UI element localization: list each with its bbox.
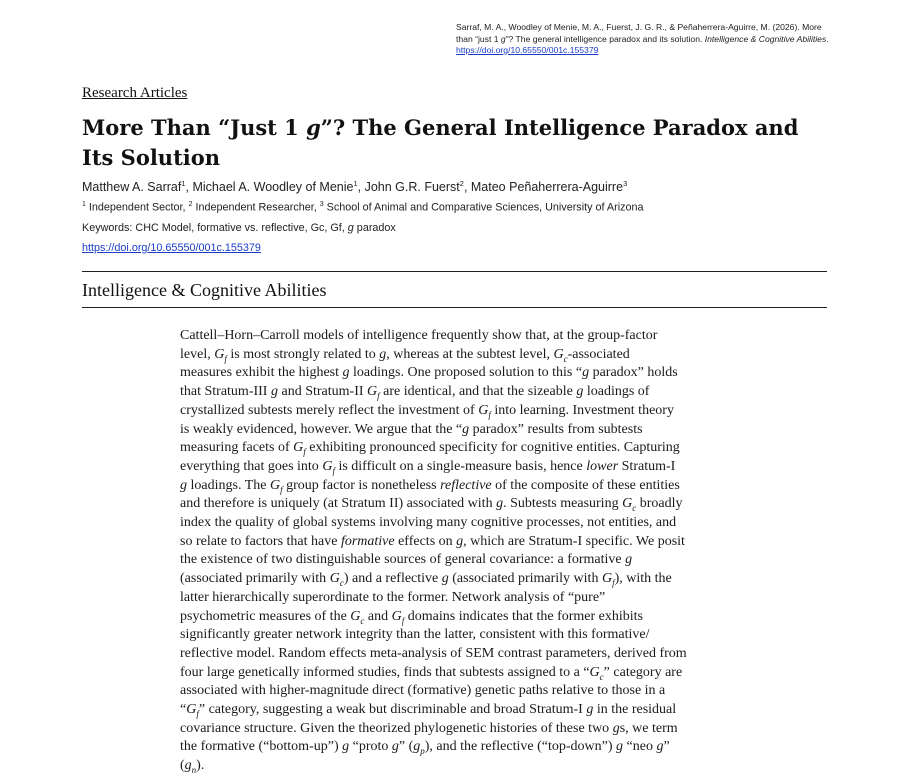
citation-doi-link[interactable]: https://doi.org/10.65550/001c.155379: [456, 45, 599, 55]
abstract-run: measuring facets of: [180, 440, 294, 456]
abstract-run: g: [462, 421, 470, 437]
abstract-run: G: [391, 608, 402, 624]
abstract-run: paradox” results from subtests: [469, 421, 643, 437]
affiliations: [82, 201, 644, 214]
abstract-run: reflective: [440, 477, 492, 493]
abstract-run: g: [391, 739, 399, 755]
author-affil-num: 1: [181, 179, 186, 188]
abstract-run: , which are Stratum-I specific. We posit: [463, 533, 685, 549]
abstract-run: measures exhibit the highest: [180, 365, 343, 381]
abstract-line: [180, 533, 740, 552]
abstract-run: exhibiting pronounced specificity for cognitive entities. Capturing: [305, 440, 680, 456]
abstract-run: g: [413, 739, 421, 755]
abstract-run: f: [303, 447, 306, 458]
abstract-line: [180, 738, 740, 757]
abstract-run: g: [582, 365, 590, 381]
author-affil-num: 3: [623, 179, 628, 188]
abstract-run: f: [280, 484, 283, 495]
abstract-run: f: [332, 465, 335, 476]
abstract-run: lower: [586, 458, 619, 474]
citation-journal: Intelligence & Cognitive Abilities: [704, 33, 827, 44]
divider-top: [82, 271, 827, 272]
abstract-run: s, we term: [619, 720, 678, 736]
affil-text: Independent Researcher,: [195, 201, 320, 214]
author-name: Mateo Peñaherrera-Aguirre: [470, 180, 624, 195]
abstract-run: f: [196, 708, 199, 719]
affil-num: 2: [188, 201, 193, 208]
abstract-line: [180, 551, 740, 570]
abstract-run: . Subtests measuring: [503, 496, 623, 512]
author-affil-num: 2: [459, 179, 464, 188]
doi-link[interactable]: https://doi.org/10.65550/001c.155379: [82, 242, 261, 254]
abstract-run: level,: [180, 346, 215, 362]
affil-text: Independent Sector,: [88, 201, 189, 214]
abstract-run: (: [180, 758, 185, 774]
abstract-run: reflective model. Random effects meta-analysis of SEM contrast parameters, derived from: [180, 645, 687, 661]
abstract-line: [180, 664, 740, 683]
abstract-line: [180, 421, 740, 440]
abstract-run: the formative (“bottom-up”): [180, 739, 343, 755]
author-name: Matthew A. Sarraf: [82, 180, 182, 195]
abstract-run: the existence of two distinguishable sources of general covariance: a formative: [180, 552, 626, 568]
abstract-run: ).: [196, 758, 205, 774]
title-part-1: More Than “Just 1: [82, 115, 307, 140]
abstract-run: g: [379, 346, 387, 362]
affil-num: 1: [82, 201, 86, 208]
abstract-run: -associated: [567, 346, 630, 362]
abstract-run: G: [186, 702, 197, 718]
abstract-run: into learning. Investment theory: [490, 402, 674, 418]
abstract-run: g: [180, 477, 187, 493]
section-label[interactable]: Research Articles: [82, 85, 188, 101]
abstract-run: in the residual: [593, 702, 677, 718]
abstract-run: g: [342, 365, 350, 381]
author-list: Matthew A. Sarraf$^1$, Michael A. Woodley of Menie$^1$, John G.R. Fuerst$^2$, Mateo Peñaherrera-Aguirre$^3$: [82, 179, 628, 195]
keywords-g: g: [347, 222, 354, 234]
abstract-run: ” category, suggesting a weak but discriminable and broad Stratum-I: [198, 702, 587, 718]
abstract-run: four large genetically informed studies, finds that subtests assigned to a “: [180, 664, 590, 680]
abstract-line: [180, 514, 740, 533]
abstract-run: G: [214, 346, 225, 362]
abstract-run: is weakly evidenced, however. We argue that the “: [180, 421, 463, 437]
abstract-run: of the composite of these entities: [491, 477, 680, 493]
citation-block: [456, 22, 836, 57]
abstract-run: g: [586, 702, 594, 718]
abstract-line: [180, 495, 740, 514]
article-title: [82, 113, 822, 173]
abstract-run: and Stratum-II: [277, 384, 368, 400]
abstract-run: paradox” holds: [589, 365, 678, 381]
keywords-tail: paradox: [353, 222, 396, 234]
abstract-run: Cattell–Horn–Carroll models of intelligence frequently show that, at the group-factor: [180, 328, 658, 343]
abstract-run: Stratum-I: [618, 458, 676, 474]
abstract-run: c: [599, 671, 604, 682]
author-name: John G.R. Fuerst: [364, 180, 460, 195]
abstract-run: f: [401, 615, 405, 626]
abstract-line: [180, 608, 740, 627]
abstract-run: ) and a reflective: [343, 571, 442, 587]
title-part-2: ”? The General Intelligence Paradox and Its Solution: [82, 115, 799, 170]
abstract-run: f: [377, 390, 380, 401]
affil-num: 3: [319, 201, 324, 208]
title-g: g: [306, 115, 321, 140]
abstract-run: f: [224, 353, 227, 364]
abstract-run: f: [488, 409, 491, 420]
abstract-run: g: [441, 571, 449, 587]
abstract-run: ”: [663, 739, 670, 755]
abstract-run: , whereas at the subtest level,: [386, 346, 554, 362]
abstract-run: G: [601, 571, 613, 587]
abstract-run: covariance structure. Given the theorized phylogenetic histories of these two: [180, 720, 613, 736]
abstract-run: that Stratum-III: [180, 384, 271, 400]
abstract-run: G: [553, 346, 564, 362]
abstract-run: c: [563, 353, 568, 364]
abstract-line: [180, 645, 740, 664]
abstract: [180, 327, 740, 776]
abstract-line: [180, 757, 740, 776]
abstract-run: g: [576, 384, 584, 400]
author-name: Michael A. Woodley of Menie: [192, 180, 354, 195]
abstract-run: g: [184, 758, 192, 774]
abstract-line: [180, 458, 740, 477]
abstract-run: G: [589, 664, 600, 680]
abstract-line: [180, 402, 740, 421]
abstract-run: everything that goes into: [180, 458, 323, 474]
citation-text-3: .: [826, 33, 829, 44]
abstract-run: effects on: [394, 533, 457, 549]
abstract-run: g: [342, 739, 350, 755]
abstract-line: [180, 383, 740, 402]
citation-g: g: [500, 33, 506, 44]
abstract-line: [180, 439, 740, 458]
abstract-run: g: [496, 496, 504, 512]
abstract-run: g: [656, 739, 664, 755]
abstract-run: loadings. One proposed solution to this “: [349, 365, 583, 381]
abstract-run: n: [191, 764, 197, 775]
abstract-run: f: [612, 577, 615, 588]
abstract-run: (associated primarily with: [448, 571, 602, 587]
abstract-run: p: [420, 746, 425, 757]
abstract-run: formative: [340, 533, 395, 549]
abstract-run: (associated primarily with: [180, 571, 330, 587]
abstract-run: significantly greater network integrity than the latter, consistent with this formative/: [180, 627, 650, 643]
abstract-run: ” (: [398, 739, 414, 755]
keywords-text: Keywords: CHC Model, formative vs. reflective, Gc, Gf,: [82, 222, 348, 234]
abstract-run: g: [625, 552, 633, 568]
abstract-run: G: [350, 608, 361, 624]
abstract-run: g: [616, 739, 624, 755]
abstract-run: ), and the reflective (“top-down”): [424, 739, 617, 755]
abstract-line: [180, 327, 740, 346]
author-affil-num: 1: [353, 179, 358, 188]
abstract-run: and therefore is uniquely (at Stratum II) associated with: [180, 496, 497, 512]
affil-text: School of Animal and Comparative Sciences, University of Arizona: [326, 201, 644, 214]
abstract-line: [180, 346, 740, 365]
abstract-run: G: [293, 440, 304, 456]
abstract-run: loadings of: [583, 384, 650, 400]
abstract-line: [180, 626, 740, 645]
abstract-run: G: [269, 477, 281, 493]
citation-text: Sarraf, M. A., Woodley of Menie, M. A., Fuerst, J. G. R., & Peñaherrera-Aguirre, M. (2026). More than “just 1: [456, 22, 822, 44]
abstract-run: g: [456, 533, 464, 549]
abstract-line: [180, 720, 740, 739]
abstract-run: G: [478, 402, 489, 418]
citation-text-2: ”? The general intelligence paradox and its solution.: [505, 33, 705, 44]
abstract-run: c: [339, 577, 344, 588]
abstract-run: psychometric measures of the: [180, 608, 351, 624]
abstract-run: so relate to factors that have: [180, 533, 341, 549]
abstract-run: g: [612, 720, 620, 736]
abstract-run: domains indicates that the former exhibits: [404, 608, 643, 624]
abstract-run: “neo: [623, 739, 657, 755]
abstract-run: ” category are: [603, 664, 683, 680]
abstract-run: c: [360, 615, 365, 626]
abstract-run: G: [329, 571, 340, 587]
abstract-run: c: [632, 503, 637, 514]
abstract-run: G: [322, 458, 333, 474]
abstract-run: loadings. The: [187, 477, 270, 493]
abstract-run: G: [367, 384, 378, 400]
abstract-run: “: [180, 702, 187, 718]
abstract-line: [180, 477, 740, 496]
abstract-line: [180, 682, 740, 701]
abstract-run: latter hierarchically superordinate to the former. Network analysis of “pure”: [180, 589, 606, 605]
abstract-run: associated with higher-magnitude direct (formative) genetic paths relative to those in a: [180, 683, 666, 699]
abstract-run: “proto: [349, 739, 392, 755]
abstract-run: is difficult on a single-measure basis, hence: [334, 458, 587, 474]
abstract-run: are identical, and that the sizeable: [379, 384, 577, 400]
journal-name: Intelligence & Cognitive Abilities: [82, 280, 327, 300]
abstract-line: [180, 570, 740, 589]
divider-bottom: [82, 307, 827, 308]
abstract-run: group factor is nonetheless: [282, 477, 441, 493]
abstract-run: ), with the: [614, 571, 672, 587]
abstract-line: [180, 701, 740, 720]
abstract-run: index the quality of global systems involving many cognitive processes, not entities, and: [180, 515, 677, 531]
abstract-line: [180, 364, 740, 383]
abstract-run: G: [622, 496, 633, 512]
abstract-run: broadly: [636, 496, 683, 512]
abstract-run: crystallized subtests merely reflect the investment of: [180, 402, 479, 418]
abstract-line: [180, 589, 740, 608]
abstract-run: is most strongly related to: [226, 346, 380, 362]
abstract-run: g: [270, 384, 278, 400]
abstract-run: and: [364, 608, 392, 624]
keywords: [82, 222, 396, 234]
